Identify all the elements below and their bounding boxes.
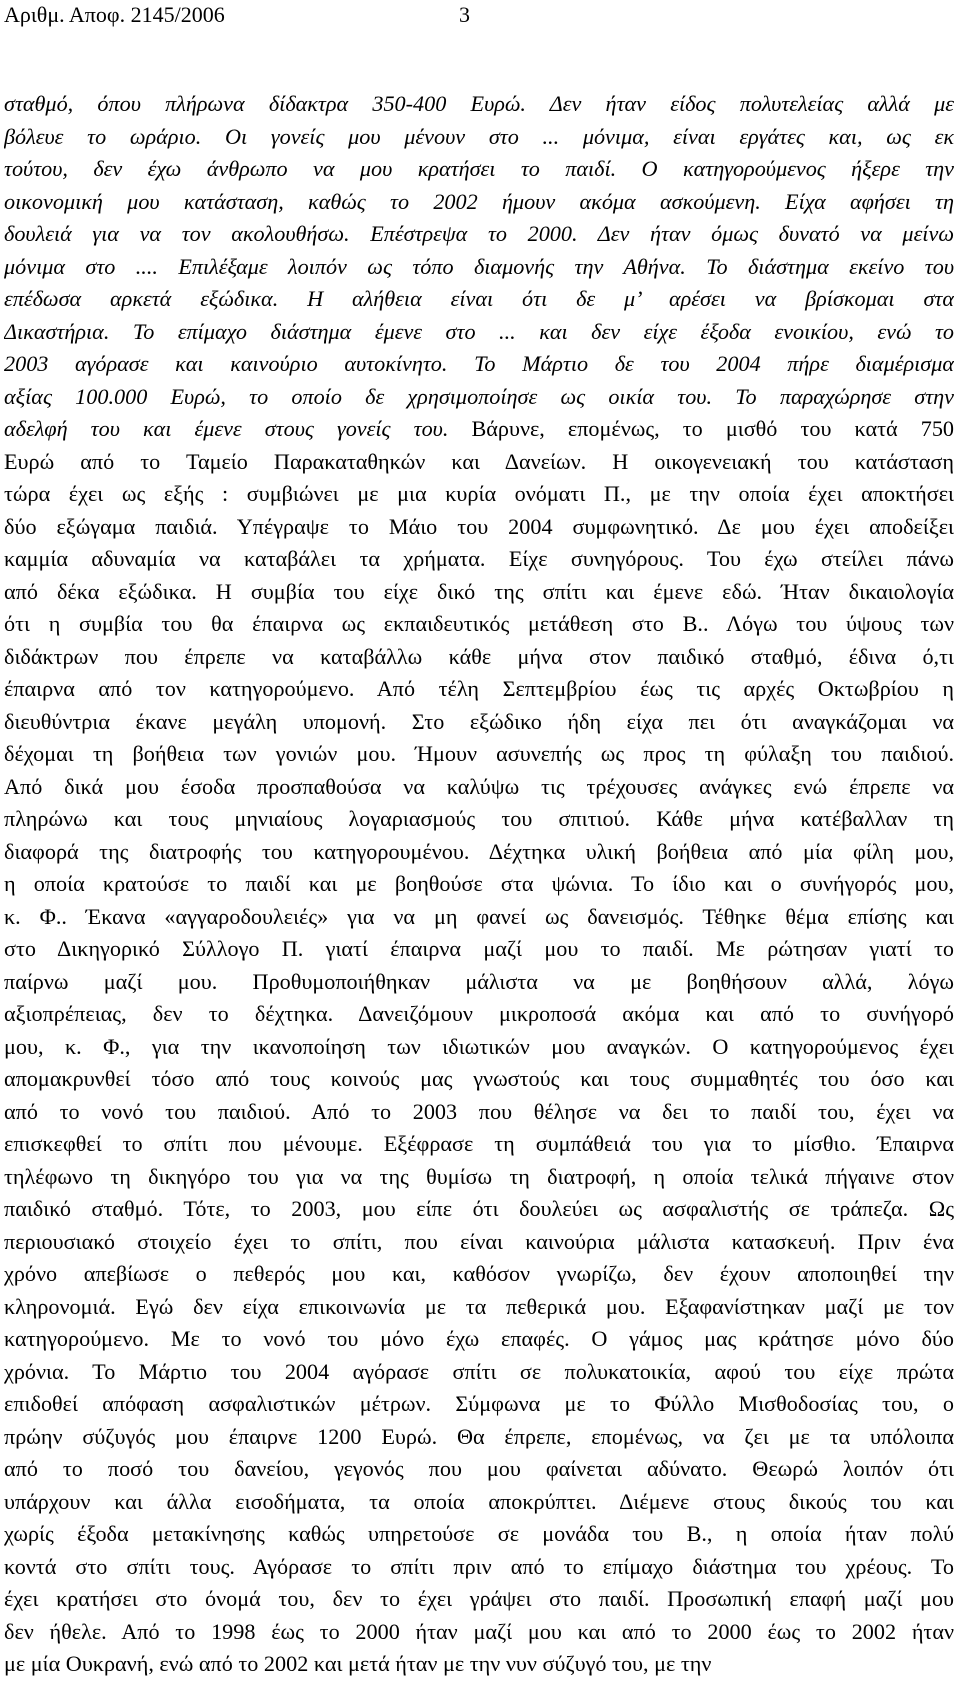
italic-text-segment: Δικαστήρια. Το επίμαχο διάστημα έμενε στο ... και δεν είχε έξοδα ενοικίου, ενώ το bbox=[4, 318, 954, 344]
text-segment: παιδικό σταθμό. Τότε, το 2003, μου είπε ότι δουλεύει ως ασφαλιστής σε τράπεζα. Ως bbox=[4, 1196, 954, 1221]
text-segment: έπαιρνα από τον κατηγορούμενο. Από τέλη Σεπτεμβρίου έως τις αρχές Οκτωβρίου η bbox=[4, 676, 954, 701]
text-line bbox=[4, 153, 954, 186]
text-line bbox=[4, 868, 954, 901]
text-segment: διευθύντρια έκανε μεγάλη υπομονή. Στο εξώδικο ήδη είχα πει ότι αναγκάζομαι να bbox=[4, 708, 954, 734]
page-header bbox=[4, 2, 474, 28]
italic-text-segment: αξίας 100.000 Ευρώ, το οποίο δε χρησιμοποίησε ως οικία του. Το παραχώρησε στην bbox=[4, 383, 954, 409]
text-segment: πρώην σύζυγός μου έπαιρνε 1200 Ευρώ. Θα έπρεπε, επομένως, να ζει με τα υπόλοιπα bbox=[4, 1423, 954, 1449]
text-segment: μου, κ. Φ., για την ικανοποίηση των ιδιωτικών μου αναγκών. Ο κατηγορούμενος έχει bbox=[4, 1033, 954, 1059]
text-line bbox=[4, 543, 954, 576]
italic-text-segment: τούτου, δεν έχω άνθρωπο να μου κρατήσει το παιδί. Ο κατηγορούμενος ήξερε την bbox=[4, 156, 954, 181]
text-line bbox=[4, 1518, 954, 1551]
text-line bbox=[4, 251, 954, 284]
text-segment: παίρνω μαζί μου. Προθυμοποιήθηκαν μάλιστα να με βοηθήσουν αλλά, λόγω bbox=[4, 968, 954, 994]
text-segment: στο Δικηγορικό Σύλλογο Π. γιατί έπαιρνα μαζί μου το παιδί. Με ρώτησαν γιατί το bbox=[4, 936, 954, 961]
text-line bbox=[4, 511, 954, 544]
text-segment: περιουσιακό στοιχείο έχει το σπίτι, που είναι καινούρια μάλιστα κατασκευή. Πριν ένα bbox=[4, 1228, 954, 1254]
text-line bbox=[4, 836, 954, 869]
text-line bbox=[4, 478, 954, 511]
text-segment: με μία Ουκρανή, ενώ από το 2002 και μετά ήταν με την νυν σύζυγό του, με την bbox=[4, 1651, 712, 1676]
text-line bbox=[4, 121, 954, 154]
text-line bbox=[4, 1291, 954, 1324]
text-segment: απομακρυνθεί τόσο από τους κοινούς μας γνωστούς και τους συμμαθητές του όσο και bbox=[4, 1066, 954, 1091]
text-line bbox=[4, 933, 954, 966]
text-line bbox=[4, 1226, 954, 1259]
text-line bbox=[4, 641, 954, 674]
text-segment: δύο εξώγαμα παιδιά. Υπέγραψε το Μάιο του 2004 συμφωνητικό. Δε μου έχει αποδείξει bbox=[4, 513, 954, 539]
text-line bbox=[4, 1063, 954, 1096]
text-segment: αξιοπρέπειας, δεν το δέχτηκα. Δανειζόμουν μικροποσά ακόμα και από το συνήγορό bbox=[4, 1001, 954, 1026]
text-line bbox=[4, 1388, 954, 1421]
italic-text-segment: δουλειά για να τον ακολουθήσω. Επέστρεψα το 2000. Δεν ήταν όμως δυνατό να μείνω bbox=[4, 221, 954, 246]
text-line bbox=[4, 1161, 954, 1194]
testimony-text bbox=[4, 88, 954, 1681]
text-line bbox=[4, 348, 954, 381]
text-segment: από το ποσό του δανείου, γεγονός που μου φαίνεται αδύνατο. Θεωρώ λοιπόν ότι bbox=[4, 1456, 954, 1481]
text-segment: κατηγορούμενο. Με το νονό του μόνο έχω επαφές. Ο γάμος μας κράτησε μόνο δύο bbox=[4, 1326, 954, 1351]
text-line bbox=[4, 738, 954, 771]
text-line bbox=[4, 283, 954, 316]
text-segment: διαφορά της διατροφής του κατηγορουμένου. Δέχτηκα υλική βοήθεια από μία φίλη μου, bbox=[4, 838, 954, 864]
italic-text-segment: αδελφή του και έμενε στους γονείς του. bbox=[4, 416, 472, 441]
text-segment: καμμία αδυναμία να καταβάλει τα χρήματα. Είχε συνηγόρους. Του έχω στείλει πάνω bbox=[4, 546, 954, 571]
text-segment: δέχομαι τη βοήθεια των γονιών μου. Ήμουν ασυνεπής ως προς τη φύλαξη του παιδιού. bbox=[4, 741, 954, 766]
text-segment: δεν ήθελε. Από το 1998 έως το 2000 ήταν μαζί μου και από το 2000 έως το 2002 ήταν bbox=[4, 1618, 954, 1644]
text-line bbox=[4, 771, 954, 804]
text-line bbox=[4, 88, 954, 121]
text-segment: επισκεφθεί το σπίτι που μένουμε. Εξέφρασε τη συμπάθειά του για το μίσθιο. Έπαιρνα bbox=[4, 1131, 954, 1156]
text-segment: χωρίς έξοδα μετακίνησης καθώς υπηρετούσε σε μονάδα του Β., η οποία ήταν πολύ bbox=[4, 1521, 954, 1546]
text-segment: τηλέφωνο τη δικηγόρο του για να της θυμίσω τη διατροφή, η οποία τελικά πήγαινε στον bbox=[4, 1163, 954, 1189]
text-segment: χρόνο απεβίωσε ο πεθερός μου και, καθόσον γνωρίζω, δεν έχουν αποποιηθεί την bbox=[4, 1261, 954, 1286]
text-line bbox=[4, 673, 954, 706]
italic-text-segment: βόλευε το ωράριο. Οι γονείς μου μένουν στο ... μόνιμα, είναι εργάτες και, ως εκ bbox=[4, 123, 954, 149]
italic-text-segment: επέδωσα αρκετά εξώδικα. Η αλήθεια είναι ότι δε μ’ αρέσει να βρίσκομαι στα bbox=[4, 286, 954, 311]
text-line bbox=[4, 316, 954, 349]
text-line bbox=[4, 218, 954, 251]
text-line bbox=[4, 1258, 954, 1291]
text-segment: από δέκα εξώδικα. Η συμβία του είχε δικό της σπίτι και έμενε εδώ. Ήταν δικαιολογία bbox=[4, 578, 954, 604]
text-segment: η οποία κρατούσε το παιδί και με βοηθούσε στα ψώνια. Το ίδιο και ο συνήγορός μου, bbox=[4, 871, 954, 896]
text-line bbox=[4, 1323, 954, 1356]
text-line bbox=[4, 1421, 954, 1454]
text-line bbox=[4, 1551, 954, 1584]
text-line bbox=[4, 576, 954, 609]
decision-number: Αριθμ. Αποφ. 2145/2006 bbox=[4, 2, 225, 27]
text-line bbox=[4, 1193, 954, 1226]
text-segment: διδάκτρων που έπρεπε να καταβάλλω κάθε μήνα στον παιδικό σταθμό, έδινα ό,τι bbox=[4, 643, 954, 669]
text-line bbox=[4, 381, 954, 414]
text-line bbox=[4, 1128, 954, 1161]
text-line bbox=[4, 1453, 954, 1486]
text-line bbox=[4, 1648, 954, 1681]
text-segment: χρόνια. Το Μάρτιο του 2004 αγόρασε σπίτι σε πολυκατοικία, αφού του είχε πρώτα bbox=[4, 1358, 954, 1384]
text-line bbox=[4, 186, 954, 219]
text-segment: από το νονό του παιδιού. Από το 2003 που θέλησε να δει το παιδί του, έχει να bbox=[4, 1098, 954, 1124]
text-segment: κοντά στο σπίτι τους. Αγόρασε το σπίτι πριν από το επίμαχο διάστημα του χρέους. Το bbox=[4, 1553, 954, 1579]
text-segment: Ευρώ από το Ταμείο Παρακαταθηκών και Δανείων. Η οικογενειακή του κατάσταση bbox=[4, 448, 954, 474]
text-line bbox=[4, 706, 954, 739]
page-number: 3 bbox=[459, 2, 470, 27]
text-line bbox=[4, 966, 954, 999]
italic-text-segment: 2003 αγόρασε και καινούριο αυτοκίνητο. Το Μάρτιο δε του 2004 πήρε διαμέρισμα bbox=[4, 351, 954, 376]
text-line bbox=[4, 1486, 954, 1519]
italic-text-segment: οικονομική μου κατάσταση, καθώς το 2002 ήμουν ακόμα ασκούμενη. Είχα αφήσει τη bbox=[4, 188, 954, 214]
text-segment: κληρονομιά. Εγώ δεν είχα επικοινωνία με τα πεθερικά μου. Εξαφανίστηκαν μαζί με τον bbox=[4, 1293, 954, 1319]
text-line bbox=[4, 998, 954, 1031]
text-segment: τώρα έχει ως εξής : συμβιώνει με μια κυρία ονόματι Π., με την οποία έχει αποκτήσει bbox=[4, 481, 954, 506]
text-line bbox=[4, 446, 954, 479]
text-segment: κ. Φ.. Έκανα «αγγαροδουλειές» για να μη φανεί ως δανεισμός. Τέθηκε θέμα επίσης και bbox=[4, 903, 954, 929]
text-segment: Βάρυνε, επομένως, το μισθό του κατά 750 bbox=[471, 416, 954, 441]
text-line bbox=[4, 608, 954, 641]
italic-text-segment: σταθμό, όπου πλήρωνα δίδακτρα 350-400 Ευρώ. Δεν ήταν είδος πολυτελείας αλλά με bbox=[4, 91, 954, 116]
text-line bbox=[4, 803, 954, 836]
text-segment: έχει κρατήσει στο όνομά του, δεν το έχει γράψει στο παιδί. Προσωπική επαφή μαζί μου bbox=[4, 1586, 954, 1611]
text-line bbox=[4, 1096, 954, 1129]
text-line bbox=[4, 1583, 954, 1616]
text-line bbox=[4, 1356, 954, 1389]
italic-text-segment: μόνιμα στο .... Επιλέξαμε λοιπόν ως τόπο διαμονής την Αθήνα. Το διάστημα εκείνο του bbox=[4, 253, 954, 279]
text-line bbox=[4, 1031, 954, 1064]
text-segment: υπάρχουν και άλλα εισοδήματα, τα οποία αποκρύπτει. Διέμενε στους δικούς του και bbox=[4, 1488, 954, 1514]
text-segment: επιδοθεί απόφαση ασφαλιστικών μέτρων. Σύμφωνα με το Φύλλο Μισθοδοσίας του, ο bbox=[4, 1391, 954, 1416]
text-line bbox=[4, 413, 954, 446]
text-segment: ότι η συμβία του θα έπαιρνα ως εκπαιδευτικός μετάθεση στο Β.. Λόγω του ύψους των bbox=[4, 611, 954, 636]
text-segment: Από δικά μου έσοδα προσπαθούσα να καλύψω τις τρέχουσες ανάγκες ενώ έπρεπε να bbox=[4, 773, 954, 799]
text-segment: πληρώνω και τους μηνιαίους λογαριασμούς του σπιτιού. Κάθε μήνα κατέβαλλαν τη bbox=[4, 806, 954, 831]
text-line bbox=[4, 901, 954, 934]
text-line bbox=[4, 1616, 954, 1649]
